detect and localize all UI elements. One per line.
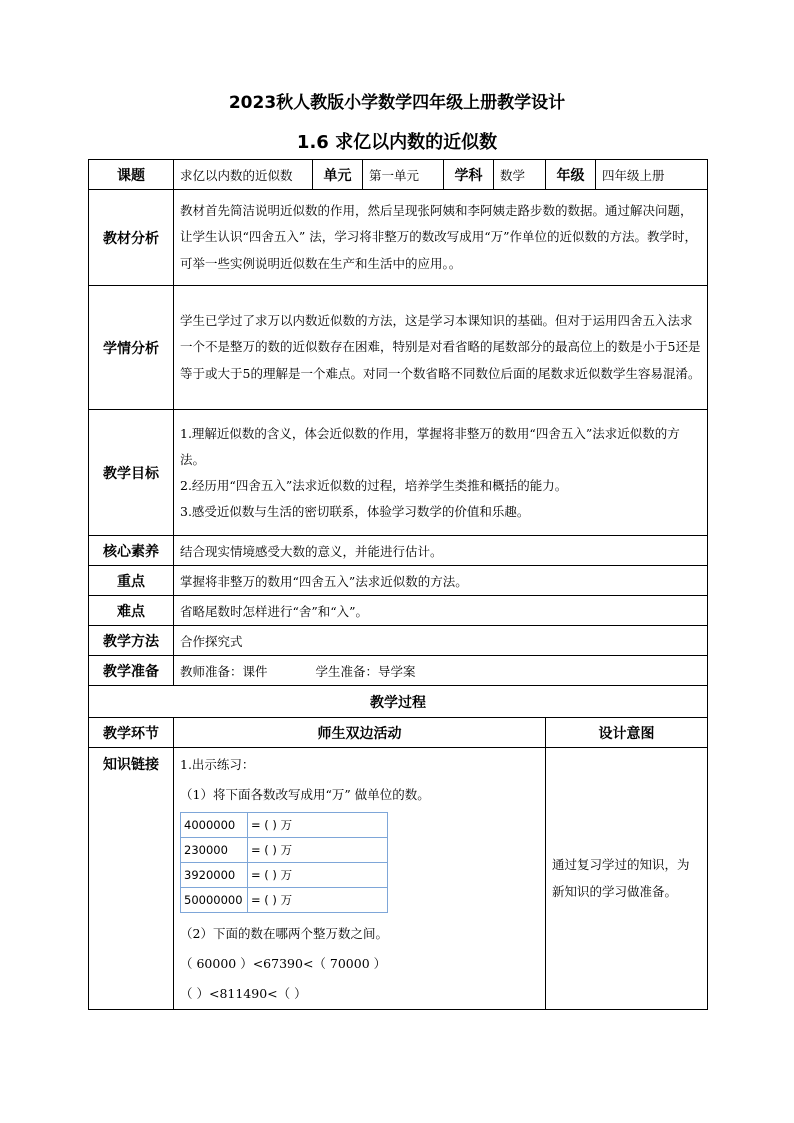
key-text: 掌握将非整万的数用“四舍五入”法求近似数的方法。: [174, 566, 708, 596]
prep-label: 教学准备: [89, 656, 174, 686]
process-columns-row: [89, 718, 708, 748]
goals-row: [89, 410, 708, 536]
activity-content: [174, 748, 546, 1010]
table-cell: 3920000: [181, 863, 248, 888]
document-title: 2023秋人教版小学数学四年级上册教学设计: [228, 93, 566, 113]
table-cell: = ( ) 万: [248, 838, 388, 863]
core-text: 结合现实情境感受大数的意义，并能进行估计。: [174, 536, 708, 566]
prep-content: [174, 656, 708, 686]
difficulty-row: [89, 596, 708, 626]
info-row: [89, 160, 708, 190]
method-label: 教学方法: [89, 626, 174, 656]
exercise-2-prompt: （2）下面的数在哪两个整万数之间。: [180, 926, 388, 941]
prep-row: [89, 656, 708, 686]
exercise-2-line-1: （ 60000 ）<67390<（ 70000 ）: [180, 956, 387, 971]
goal-item: 2.经历用“四舍五入”法求近似数的过程，培养学生类推和概括的能力。: [180, 477, 568, 493]
lesson-plan-table: [88, 159, 708, 1010]
material-label: 教材分析: [89, 190, 174, 286]
unit-value: 第一单元: [363, 160, 444, 190]
core-label: 核心素养: [89, 536, 174, 566]
difficulty-text: 省略尾数时怎样进行“舍”和“入”。: [174, 596, 708, 626]
process-header-row: [89, 686, 708, 718]
student-text: 学生已学过了求万以内数近似数的方法，这是学习本课知识的基础。但对于运用四舍五入法求一个不是整万的数的近似数存在困难，特别是对看省略的尾数部分的最高位上的数是小于5还是等于或大于5的理解是一个难点。对同一个数省略不同数位后面的尾数求近似数学生容易混淆。: [174, 286, 708, 410]
goals-content: [174, 410, 708, 536]
prep-student: 学生准备：导学案: [315, 663, 416, 679]
lesson-subtitle: 1.6 求亿以内数的近似数: [296, 132, 498, 153]
process-header: 教学过程: [89, 686, 708, 718]
table-cell: = ( ) 万: [248, 863, 388, 888]
table-cell: 4000000: [181, 813, 248, 838]
table-row: [181, 863, 388, 888]
difficulty-label: 难点: [89, 596, 174, 626]
table-row: [181, 813, 388, 838]
grade-label: 年级: [546, 160, 596, 190]
student-row: [89, 286, 708, 410]
exercise-intro: 1.出示练习：: [180, 757, 255, 772]
method-row: [89, 626, 708, 656]
knowledge-link-row: [89, 748, 708, 1010]
topic-label: 课题: [89, 160, 174, 190]
col-stage: 教学环节: [89, 718, 174, 748]
prep-teacher: 教师准备：课件: [180, 663, 268, 679]
key-label: 重点: [89, 566, 174, 596]
table-cell: = ( ) 万: [248, 888, 388, 913]
col-intent: 设计意图: [546, 718, 708, 748]
table-cell: = ( ) 万: [248, 813, 388, 838]
conversion-table: [180, 812, 388, 913]
subject-value: 数学: [494, 160, 546, 190]
exercise-1-prompt: （1）将下面各数改写成用“万” 做单位的数。: [180, 787, 430, 802]
goals-label: 教学目标: [89, 410, 174, 536]
table-row: [181, 838, 388, 863]
design-intent: 通过复习学过的知识，为新知识的学习做准备。: [546, 748, 708, 1010]
subject-label: 学科: [444, 160, 494, 190]
goal-item: 3.感受近似数与生活的密切联系，体验学习数学的价值和乐趣。: [180, 503, 530, 519]
core-row: [89, 536, 708, 566]
unit-label: 单元: [313, 160, 363, 190]
col-activity: 师生双边活动: [174, 718, 546, 748]
stage-label: 知识链接: [89, 748, 174, 1010]
key-row: [89, 566, 708, 596]
goal-item: 1.理解近似数的含义，体会近似数的作用，掌握将非整万的数用“四舍五入”法求近似数的方法。: [180, 425, 680, 467]
table-cell: 230000: [181, 838, 248, 863]
student-label: 学情分析: [89, 286, 174, 410]
exercise-2-line-2: （ ）<811490<（ ）: [180, 986, 307, 1001]
material-row: [89, 190, 708, 286]
method-text: 合作探究式: [174, 626, 708, 656]
table-row: [181, 888, 388, 913]
topic-value: 求亿以内数的近似数: [174, 160, 313, 190]
table-cell: 50000000: [181, 888, 248, 913]
grade-value: 四年级上册: [596, 160, 708, 190]
material-text: 教材首先简洁说明近似数的作用，然后呈现张阿姨和李阿姨走路步数的数据。通过解决问题，让学生认识“四舍五入” 法，学习将非整万的数改写成用“万”作单位的近似数的方法。教学时，可举一些实例说明近似数在生产和生活中的应用。。: [174, 190, 708, 286]
